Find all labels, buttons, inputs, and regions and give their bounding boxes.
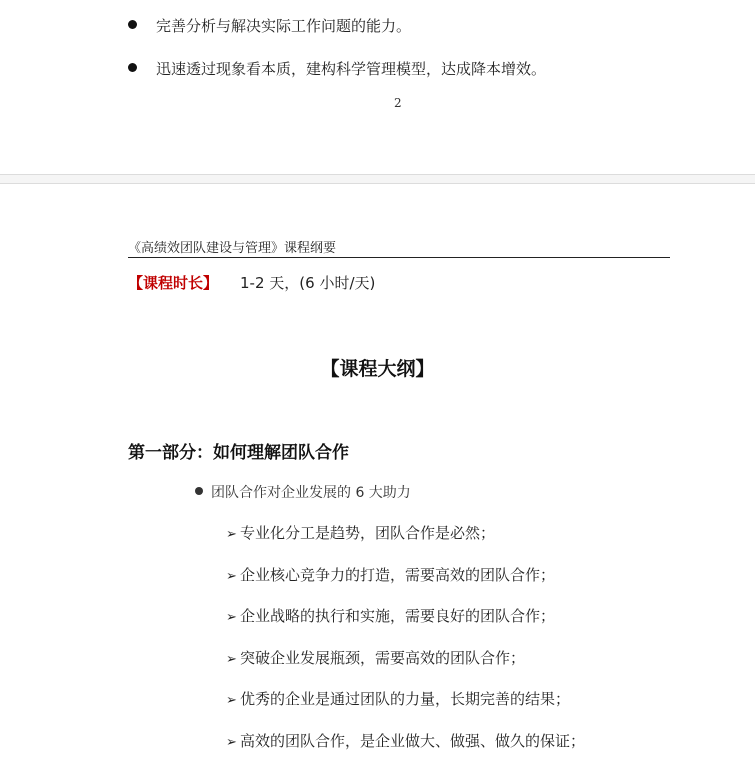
list-item [226, 647, 525, 668]
list-item [226, 605, 555, 626]
bullet-icon [128, 63, 137, 72]
list-item [226, 564, 555, 585]
arrowhead-right-icon: ➢ [226, 569, 237, 584]
duration-label: 【课程时长】 [128, 274, 219, 292]
bullet-icon [128, 20, 137, 29]
header-rule [128, 257, 670, 258]
bullet-text: 完善分析与解决实际工作问题的能力。 [156, 17, 412, 35]
course-duration [128, 272, 375, 293]
arrowhead-right-icon: ➢ [226, 735, 237, 750]
list-item-text: 专业化分工是趋势，团队合作是必然； [240, 524, 496, 542]
list-item-text: 高效的团队合作，是企业做大、做强、做久的保证； [240, 732, 586, 750]
current-page [0, 184, 755, 758]
arrowhead-right-icon: ➢ [226, 610, 237, 625]
page-number: 2 [394, 96, 402, 110]
list-item-text: 企业核心竞争力的打造，需要高效的团队合作； [240, 566, 556, 584]
list-item-text: 企业战略的执行和实施，需要良好的团队合作； [240, 607, 556, 625]
list-item-text: 突破企业发展瓶颈，需要高效的团队合作； [240, 649, 526, 667]
arrowhead-right-icon: ➢ [226, 527, 237, 542]
arrowhead-right-icon: ➢ [226, 693, 237, 708]
page-separator [0, 174, 755, 184]
part-one-title: 第一部分：如何理解团队合作 [128, 443, 349, 463]
outline-title: 【课程大纲】 [320, 358, 435, 380]
list-item [226, 522, 495, 543]
duration-value: 1-2 天，(6 小时/天) [240, 274, 376, 292]
list-item [226, 730, 585, 751]
bullet-icon [195, 487, 203, 495]
list-item [226, 688, 570, 709]
bullet-text: 迅速透过现象看本质，建构科学管理模型，达成降本增效。 [156, 60, 547, 78]
sub-heading-text: 团队合作对企业发展的 6 大助力 [211, 485, 411, 501]
list-item-text: 优秀的企业是通过团队的力量，长期完善的结果； [240, 690, 571, 708]
header-title: 《高绩效团队建设与管理》课程纲要 [128, 241, 337, 256]
previous-page [0, 0, 755, 174]
arrowhead-right-icon: ➢ [226, 652, 237, 667]
